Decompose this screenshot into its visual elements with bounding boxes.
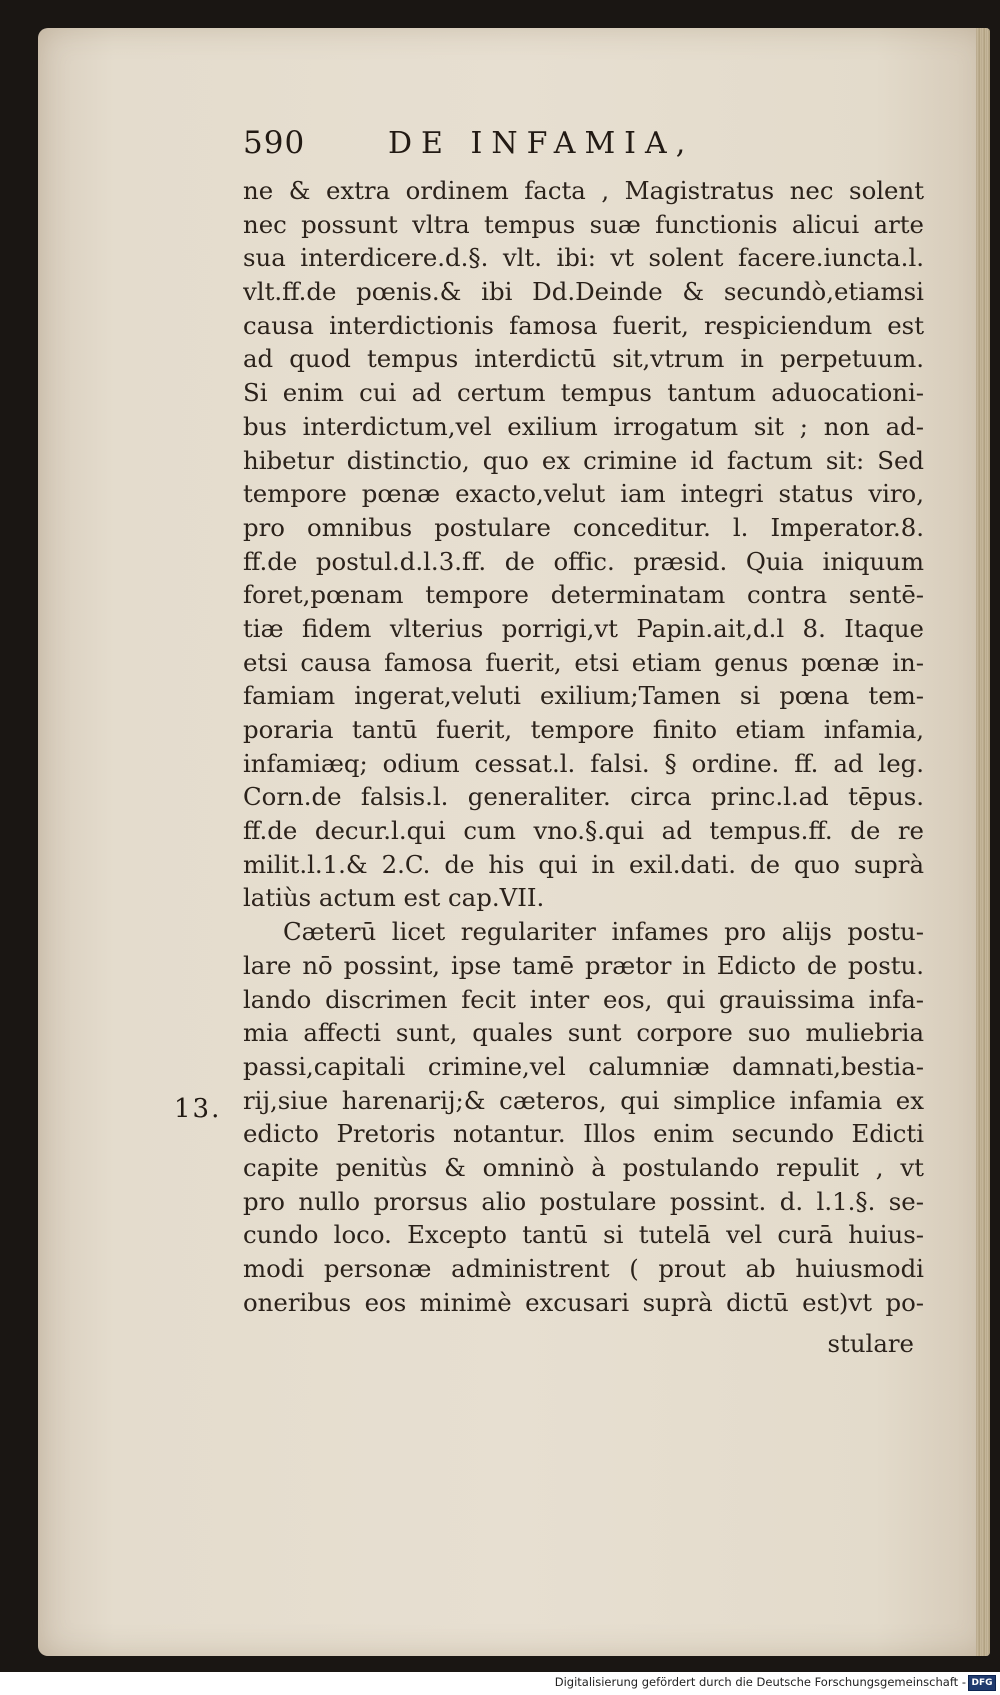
text-line: latiùs actum est cap.VII. [243,883,545,913]
running-head [243,125,803,175]
text-line: ad quod tempus interdictū sit,vtrum in perpetuum. [243,344,924,374]
catchword: stulare [827,1329,914,1358]
text-line: Si enim cui ad certum tempus tantum aduocationi- [243,378,924,408]
text-line: infamiæq; odium cessat.l. falsi. § ordine. ff. ad leg. [243,748,924,778]
text-line: mia affecti sunt, quales sunt corpore suo muliebria [243,1018,924,1048]
text-line: sua interdicere.d.§. vlt. ibi: vt solent facere.iuncta.l. [243,243,924,273]
page-edge [976,28,990,1656]
dfg-logo: DFG [968,1675,996,1691]
text-line: rij,siue harenarij;& cæteros, qui simplice infamia ex [243,1085,924,1115]
text-line: poraria tantū fuerit, tempore finito etiam infamia, [243,715,924,744]
text-line: lare nō possint, ipse tamē prætor in Edicto de postu. [243,950,924,980]
text-line: famiam ingerat,veluti exilium;Tamen si pœna tem- [243,681,924,711]
body-text [243,174,924,1319]
text-line: lando discrimen fecit inter eos, qui grauissima infa- [243,984,924,1014]
text-line: ff.de postul.d.l.3.ff. de offic. præsid. Quia iniquum [243,546,924,576]
text-line: pro omnibus postulare conceditur. l. Imperator.8. [243,512,924,542]
text-line: cundo loco. Excepto tantū si tutelā vel curā huius- [243,1220,924,1250]
page-number: 590 [243,125,306,161]
text-line: foret,pœnam tempore determinatam contra sentē- [243,580,924,610]
text-line: modi personæ administrent ( prout ab huiusmodi [243,1254,924,1283]
footer-bar [0,1672,1000,1695]
text-line: causa interdictionis famosa fuerit, respiciendum est [243,310,924,340]
text-line: vlt.ff.de pœnis.& ibi Dd.Deinde & secundò,etiamsi [243,277,924,307]
text-line: passi,capitali crimine,vel calumniæ damnati,bestia- [243,1051,924,1081]
text-line: tempore pœnæ exacto,velut iam integri status viro, [243,479,924,509]
margin-note-number: 13. [174,1094,222,1124]
running-title: DE INFAMIA, [388,126,695,161]
text-line: hibetur distinctio, quo ex crimine id factum sit: Sed [243,445,924,475]
text-line: pro nullo prorsus alio postulare possint. d. l.1.§. se- [243,1186,924,1216]
text-line: milit.l.1.& 2.C. de his qui in exil.dati. de quo suprà [243,849,924,879]
text-line: etsi causa famosa fuerit, etsi etiam genus pœnæ in- [243,647,924,677]
text-line: oneribus eos minimè excusari suprà dictū est)vt po- [243,1287,924,1317]
text-line: capite penitùs & omninò à postulando repulit , vt [243,1152,924,1182]
text-line: nec possunt vltra tempus suæ functionis alicui arte [243,209,924,239]
text-line: bus interdictum,vel exilium irrogatum sit ; non ad- [243,411,924,441]
text-line: ne & extra ordinem facta , Magistratus nec solent [243,176,924,205]
text-line: Corn.de falsis.l. generaliter. circa princ.l.ad tēpus. [243,782,924,812]
text-line: Cæterū licet regulariter infames pro alijs postu- [283,917,924,947]
text-line: edicto Pretoris notantur. Illos enim secundo Edicti [243,1119,924,1149]
text-line: tiæ fidem vlterius porrigi,vt Papin.ait,d.l 8. Itaque [243,613,924,643]
text-line: ff.de decur.l.qui cum vno.§.qui ad tempus.ff. de re [243,816,924,846]
footer-credit: Digitalisierung gefördert durch die Deutsche Forschungsgemeinschaft - [554,1675,966,1689]
